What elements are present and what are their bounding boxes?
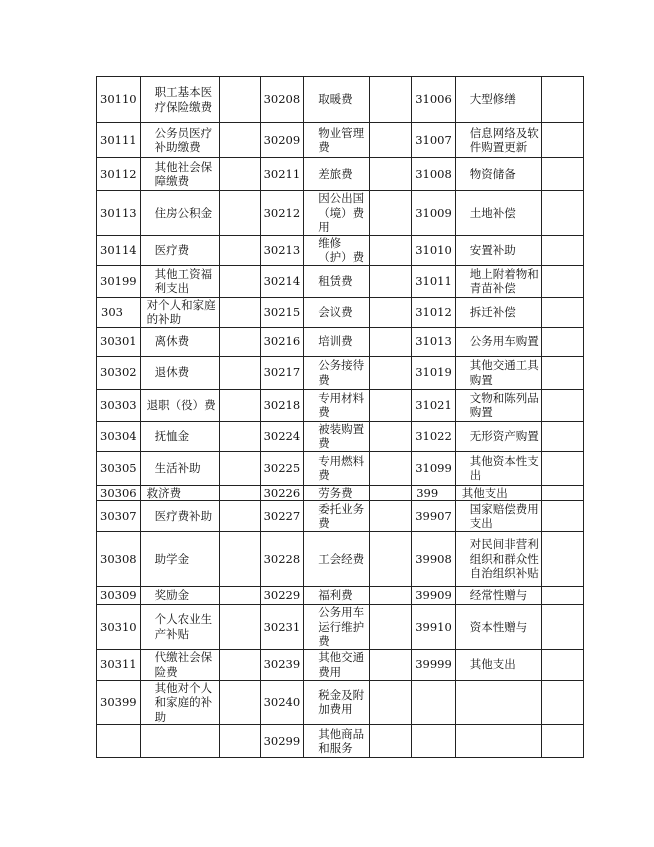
- account-name-cell: 其他交通费用: [304, 649, 370, 680]
- account-code-cell: 31008: [412, 158, 456, 191]
- empty-amount-cell: [219, 451, 260, 485]
- account-code-cell: 30311: [97, 649, 141, 680]
- account-name-cell: 资本性赠与: [455, 605, 541, 650]
- account-name-cell: 公务接待费: [304, 356, 370, 389]
- account-code-cell: 31013: [412, 327, 456, 356]
- account-name-cell: 住房公积金: [140, 191, 219, 236]
- account-code-cell: 31099: [412, 451, 456, 485]
- empty-amount-cell: [541, 327, 583, 356]
- account-code-cell: 30224: [260, 421, 304, 451]
- table-row: [97, 123, 584, 158]
- account-name-cell: 其他支出: [455, 649, 541, 680]
- empty-amount-cell: [541, 297, 583, 327]
- empty-amount-cell: [219, 356, 260, 389]
- account-code-cell: 31022: [412, 421, 456, 451]
- empty-amount-cell: [219, 265, 260, 297]
- empty-amount-cell: [219, 235, 260, 265]
- account-code-cell: 31021: [412, 389, 456, 421]
- account-code-cell: 30239: [260, 649, 304, 680]
- account-name-cell: 经常性赠与: [455, 587, 541, 605]
- account-name-cell: 抚恤金: [140, 421, 219, 451]
- account-name-cell: 工会经费: [304, 532, 370, 587]
- account-code-cell: 30240: [260, 680, 304, 725]
- account-code-cell: 30231: [260, 605, 304, 650]
- account-name-cell: 物资储备: [455, 158, 541, 191]
- empty-amount-cell: [219, 532, 260, 587]
- account-code-cell: 303: [97, 297, 141, 327]
- table-row: [97, 158, 584, 191]
- table-row: [97, 389, 584, 421]
- account-code-cell: 399: [412, 485, 456, 501]
- account-code-cell: 30399: [97, 680, 141, 725]
- account-name-cell: 公务用车购置: [455, 327, 541, 356]
- account-code-cell: 30208: [260, 77, 304, 123]
- account-name-cell: 其他支出: [455, 485, 541, 501]
- account-code-cell: 30199: [97, 265, 141, 297]
- empty-amount-cell: [370, 235, 412, 265]
- account-code-cell: 30305: [97, 451, 141, 485]
- account-name-cell: 公务用车运行维护费: [304, 605, 370, 650]
- table-row: [97, 587, 584, 605]
- account-name-cell: 退职（役）费: [140, 389, 219, 421]
- table-row: [97, 77, 584, 123]
- account-code-cell: 30112: [97, 158, 141, 191]
- empty-amount-cell: [370, 297, 412, 327]
- empty-amount-cell: [370, 327, 412, 356]
- empty-amount-cell: [219, 123, 260, 158]
- account-name-cell: 对个人和家庭的补助: [140, 297, 219, 327]
- account-code-cell: 30304: [97, 421, 141, 451]
- account-name-cell: 其他社会保障缴费: [140, 158, 219, 191]
- account-code-cell: 30213: [260, 235, 304, 265]
- empty-amount-cell: [370, 485, 412, 501]
- account-name-cell: 地上附着物和青苗补偿: [455, 265, 541, 297]
- account-name-cell: 租赁费: [304, 265, 370, 297]
- account-name-cell: 劳务费: [304, 485, 370, 501]
- account-name-cell: 职工基本医疗保险缴费: [140, 77, 219, 123]
- empty-amount-cell: [370, 123, 412, 158]
- table-row: [97, 265, 584, 297]
- account-name-cell: 生活补助: [140, 451, 219, 485]
- table-row: [97, 327, 584, 356]
- account-name-cell: 委托业务费: [304, 501, 370, 532]
- empty-amount-cell: [370, 265, 412, 297]
- empty-amount-cell: [541, 680, 583, 725]
- table-row: [97, 605, 584, 650]
- empty-amount-cell: [370, 532, 412, 587]
- table-row: [97, 532, 584, 587]
- account-name-cell: 取暖费: [304, 77, 370, 123]
- empty-amount-cell: [219, 297, 260, 327]
- account-name-cell: 其他对个人和家庭的补助: [140, 680, 219, 725]
- empty-amount-cell: [541, 356, 583, 389]
- account-name-cell: 信息网络及软件购置更新: [455, 123, 541, 158]
- empty-amount-cell: [370, 77, 412, 123]
- account-code-cell: 30227: [260, 501, 304, 532]
- empty-amount-cell: [219, 587, 260, 605]
- account-name-cell: 医疗费: [140, 235, 219, 265]
- account-code-cell: 30306: [97, 485, 141, 501]
- account-name-cell: 维修（护）费: [304, 235, 370, 265]
- account-name-cell: 无形资产购置: [455, 421, 541, 451]
- account-code-cell: [412, 680, 456, 725]
- account-name-cell: 专用材料费: [304, 389, 370, 421]
- empty-amount-cell: [541, 158, 583, 191]
- account-name-cell: 救济费: [140, 485, 219, 501]
- empty-amount-cell: [219, 327, 260, 356]
- empty-amount-cell: [219, 680, 260, 725]
- account-name-cell: 差旅费: [304, 158, 370, 191]
- table-row: [97, 725, 584, 758]
- account-name-cell: 会议费: [304, 297, 370, 327]
- account-name-cell: 拆迁补偿: [455, 297, 541, 327]
- account-name-cell: 其他资本性支出: [455, 451, 541, 485]
- account-name-cell: 医疗费补助: [140, 501, 219, 532]
- account-code-cell: 31019: [412, 356, 456, 389]
- empty-amount-cell: [370, 389, 412, 421]
- table-row: [97, 191, 584, 236]
- account-code-cell: [97, 725, 141, 758]
- empty-amount-cell: [219, 158, 260, 191]
- account-name-cell: 安置补助: [455, 235, 541, 265]
- empty-amount-cell: [370, 158, 412, 191]
- account-name-cell: 培训费: [304, 327, 370, 356]
- account-code-cell: 30217: [260, 356, 304, 389]
- empty-amount-cell: [541, 265, 583, 297]
- account-name-cell: 离休费: [140, 327, 219, 356]
- account-code-cell: 30113: [97, 191, 141, 236]
- account-code-cell: 31011: [412, 265, 456, 297]
- account-code-cell: 30218: [260, 389, 304, 421]
- account-code-cell: 30111: [97, 123, 141, 158]
- table-row: [97, 649, 584, 680]
- account-name-cell: 福利费: [304, 587, 370, 605]
- expense-classification-table: [96, 76, 584, 758]
- table-row: [97, 235, 584, 265]
- account-name-cell: 助学金: [140, 532, 219, 587]
- account-name-cell: 其他交通工具购置: [455, 356, 541, 389]
- account-name-cell: 对民间非营利组织和群众性自治组织补贴: [455, 532, 541, 587]
- empty-amount-cell: [219, 191, 260, 236]
- account-code-cell: 30228: [260, 532, 304, 587]
- empty-amount-cell: [370, 191, 412, 236]
- empty-amount-cell: [370, 680, 412, 725]
- account-code-cell: 30211: [260, 158, 304, 191]
- empty-amount-cell: [541, 451, 583, 485]
- empty-amount-cell: [541, 485, 583, 501]
- account-name-cell: 公务员医疗补助缴费: [140, 123, 219, 158]
- empty-amount-cell: [370, 501, 412, 532]
- empty-amount-cell: [219, 501, 260, 532]
- empty-amount-cell: [219, 649, 260, 680]
- empty-amount-cell: [219, 389, 260, 421]
- account-name-cell: 大型修缮: [455, 77, 541, 123]
- account-name-cell: 因公出国（境）费用: [304, 191, 370, 236]
- empty-amount-cell: [541, 77, 583, 123]
- account-code-cell: 30229: [260, 587, 304, 605]
- account-code-cell: 30309: [97, 587, 141, 605]
- empty-amount-cell: [370, 605, 412, 650]
- account-name-cell: 退休费: [140, 356, 219, 389]
- account-code-cell: 31007: [412, 123, 456, 158]
- table-row: [97, 485, 584, 501]
- account-code-cell: 30310: [97, 605, 141, 650]
- empty-amount-cell: [219, 605, 260, 650]
- account-code-cell: 30301: [97, 327, 141, 356]
- account-name-cell: [455, 680, 541, 725]
- empty-amount-cell: [219, 725, 260, 758]
- empty-amount-cell: [541, 421, 583, 451]
- table-row: [97, 451, 584, 485]
- account-code-cell: 30225: [260, 451, 304, 485]
- empty-amount-cell: [541, 389, 583, 421]
- account-name-cell: 文物和陈列品购置: [455, 389, 541, 421]
- empty-amount-cell: [541, 605, 583, 650]
- empty-amount-cell: [219, 421, 260, 451]
- account-name-cell: [455, 725, 541, 758]
- account-name-cell: 其他工资福利支出: [140, 265, 219, 297]
- table-row: [97, 297, 584, 327]
- empty-amount-cell: [370, 421, 412, 451]
- empty-amount-cell: [370, 725, 412, 758]
- empty-amount-cell: [370, 587, 412, 605]
- account-code-cell: 39909: [412, 587, 456, 605]
- empty-amount-cell: [541, 123, 583, 158]
- account-name-cell: 代缴社会保险费: [140, 649, 219, 680]
- account-name-cell: 专用燃料费: [304, 451, 370, 485]
- empty-amount-cell: [219, 485, 260, 501]
- account-name-cell: 被装购置费: [304, 421, 370, 451]
- account-name-cell: 其他商品和服务: [304, 725, 370, 758]
- account-code-cell: 30303: [97, 389, 141, 421]
- account-code-cell: 30209: [260, 123, 304, 158]
- table-row: [97, 356, 584, 389]
- account-code-cell: 31009: [412, 191, 456, 236]
- account-name-cell: 土地补偿: [455, 191, 541, 236]
- account-code-cell: 31006: [412, 77, 456, 123]
- account-name-cell: 个人农业生产补贴: [140, 605, 219, 650]
- account-code-cell: 30299: [260, 725, 304, 758]
- table-row: [97, 680, 584, 725]
- account-code-cell: 39910: [412, 605, 456, 650]
- empty-amount-cell: [541, 649, 583, 680]
- account-code-cell: 31010: [412, 235, 456, 265]
- empty-amount-cell: [541, 501, 583, 532]
- account-code-cell: 39999: [412, 649, 456, 680]
- empty-amount-cell: [541, 235, 583, 265]
- table-body: [97, 77, 584, 758]
- account-code-cell: 30212: [260, 191, 304, 236]
- empty-amount-cell: [219, 77, 260, 123]
- account-code-cell: 30308: [97, 532, 141, 587]
- account-code-cell: 30216: [260, 327, 304, 356]
- account-name-cell: 物业管理费: [304, 123, 370, 158]
- account-code-cell: 30226: [260, 485, 304, 501]
- account-code-cell: 30114: [97, 235, 141, 265]
- account-code-cell: 30302: [97, 356, 141, 389]
- account-code-cell: 39908: [412, 532, 456, 587]
- account-code-cell: 30110: [97, 77, 141, 123]
- table-row: [97, 501, 584, 532]
- empty-amount-cell: [541, 725, 583, 758]
- account-name-cell: 国家赔偿费用支出: [455, 501, 541, 532]
- empty-amount-cell: [370, 356, 412, 389]
- account-code-cell: 31012: [412, 297, 456, 327]
- empty-amount-cell: [541, 191, 583, 236]
- account-name-cell: 税金及附加费用: [304, 680, 370, 725]
- account-code-cell: 30215: [260, 297, 304, 327]
- account-code-cell: 39907: [412, 501, 456, 532]
- account-code-cell: 30214: [260, 265, 304, 297]
- table-row: [97, 421, 584, 451]
- empty-amount-cell: [541, 532, 583, 587]
- account-code-cell: [412, 725, 456, 758]
- account-name-cell: [140, 725, 219, 758]
- account-code-cell: 30307: [97, 501, 141, 532]
- account-name-cell: 奖励金: [140, 587, 219, 605]
- empty-amount-cell: [370, 451, 412, 485]
- empty-amount-cell: [370, 649, 412, 680]
- empty-amount-cell: [541, 587, 583, 605]
